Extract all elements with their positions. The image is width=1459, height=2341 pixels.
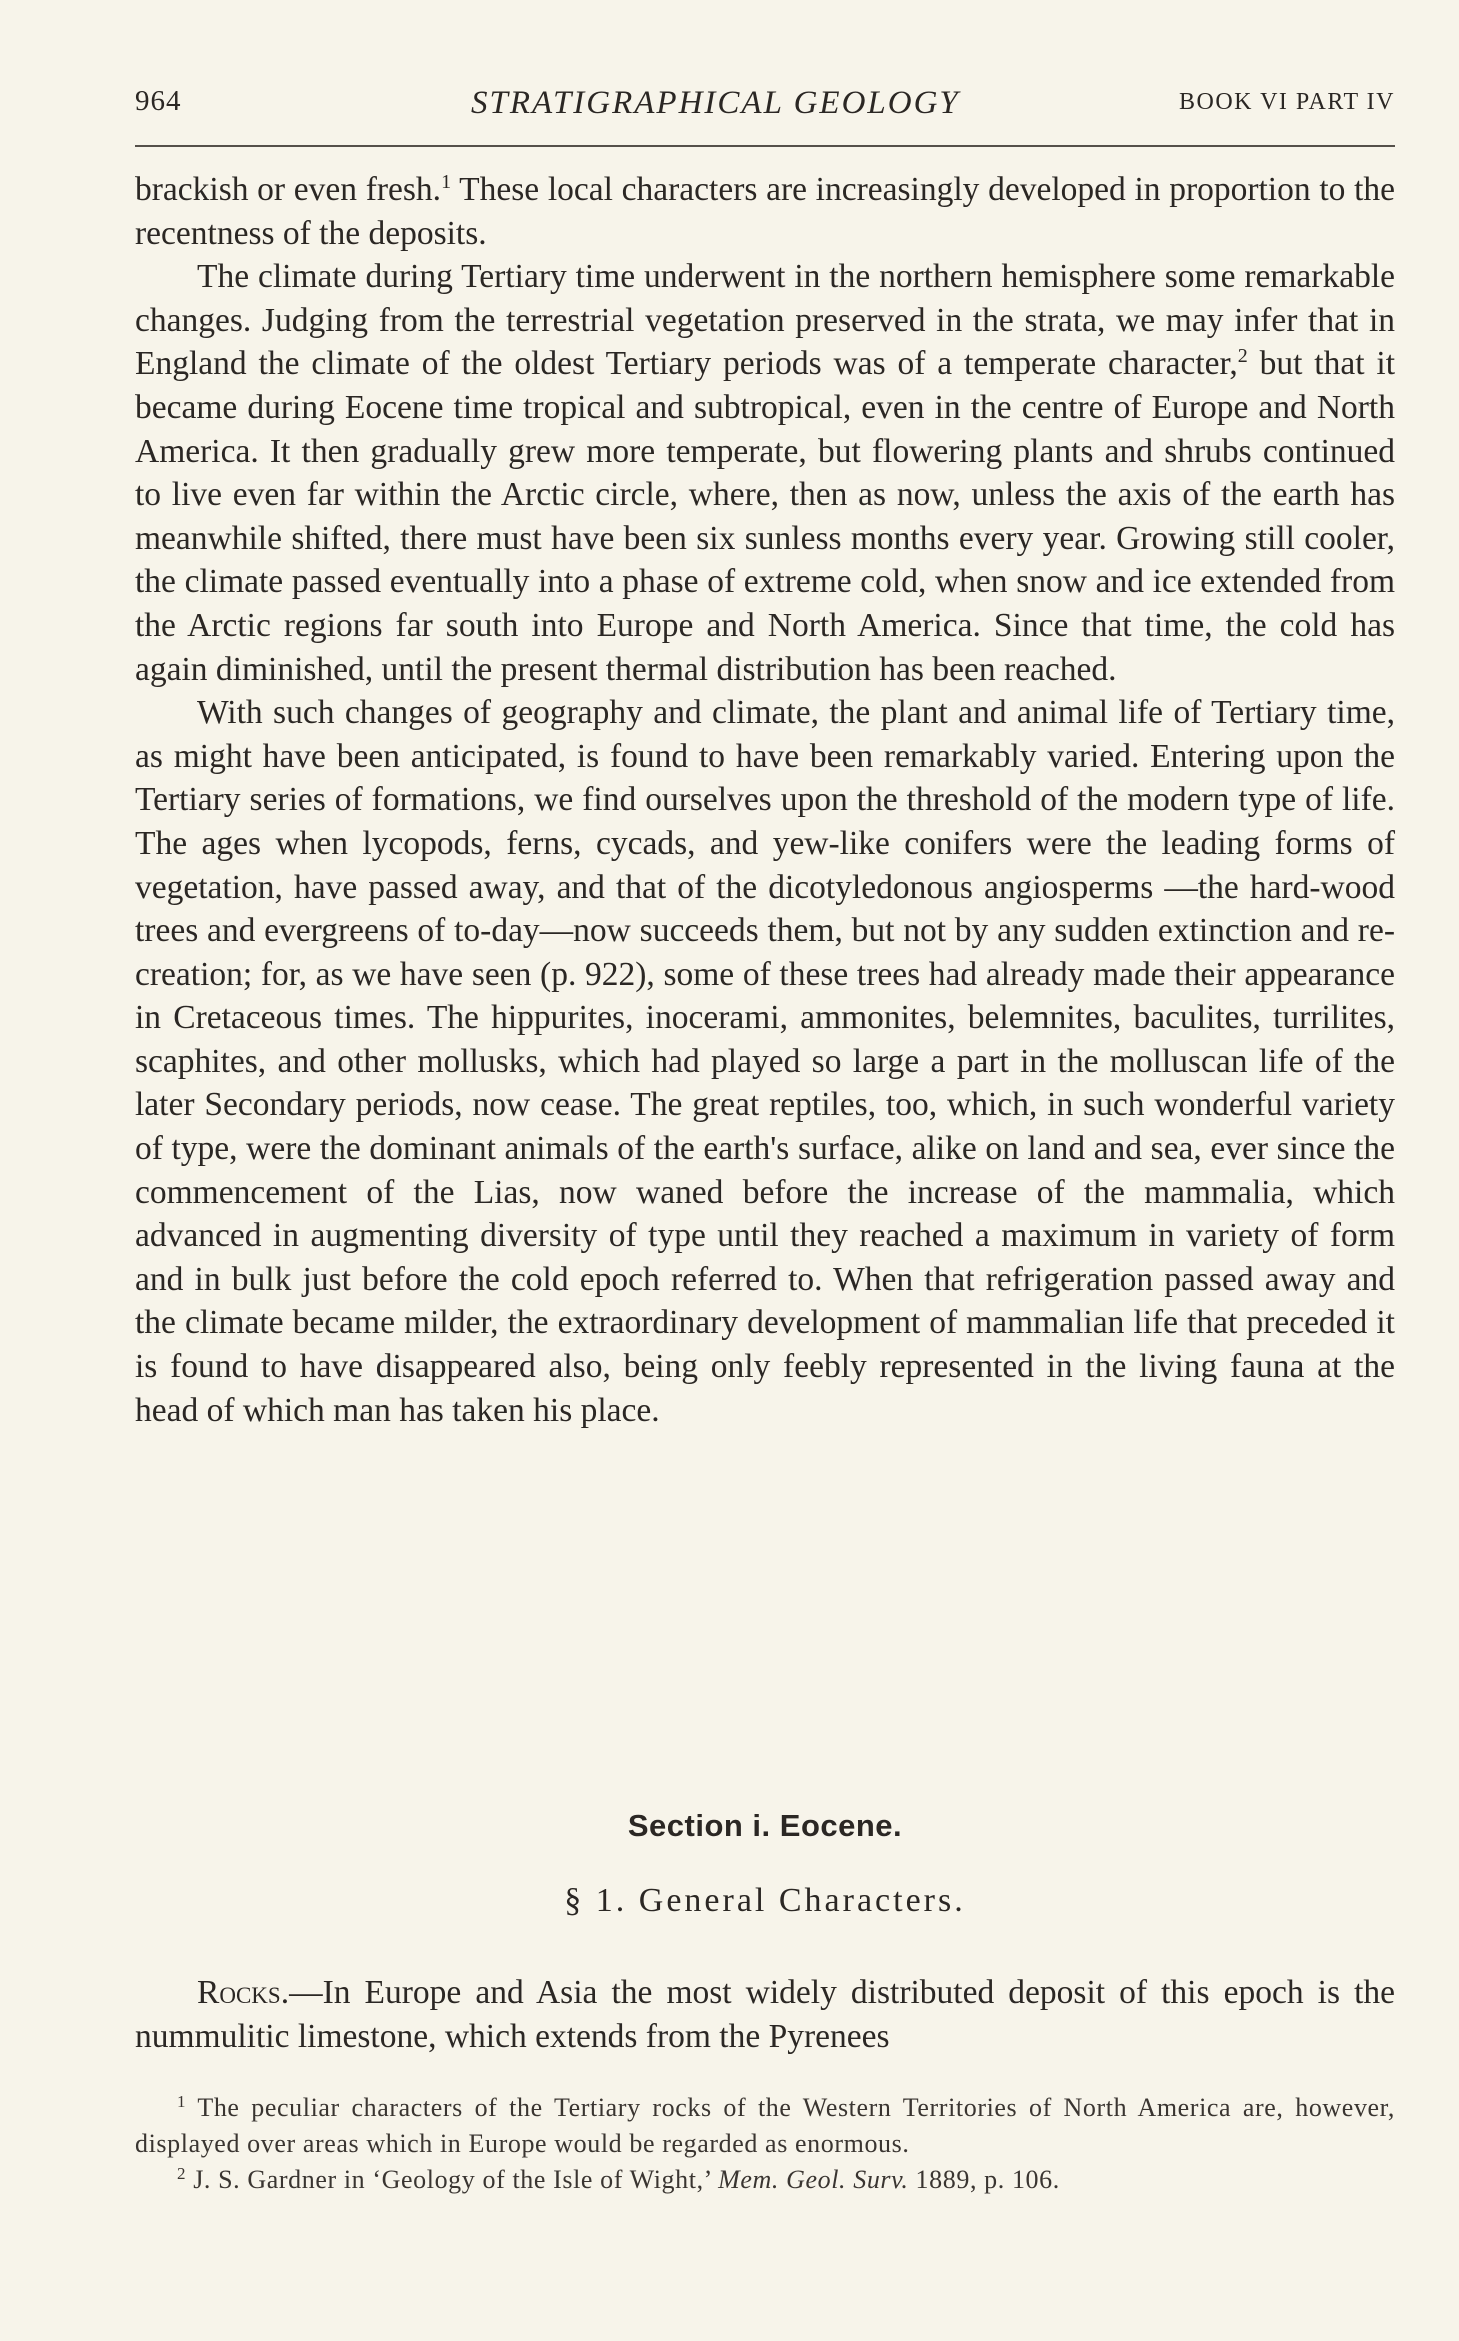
section-heading: Section i. Eocene. <box>627 1808 903 1843</box>
subsection-heading: § 1. General Characters. <box>564 1882 966 1919</box>
paragraph-1 <box>135 168 1395 255</box>
paragraph-3: With such changes of geography and climate, the plant and animal life of Tertiary time, as might have been anticipated, is found to have been remarkably varied. Entering upon the Tertiary series of formations, we find ourselves upon the threshold of the modern type of life. The ages when lycopods, ferns, cycads, and yew-like conifers were the leading forms of vegetation, have passed away, and that of the dicotyledonous angiosperms —the hard-wood trees and evergreens of to-day—now succeeds them, but not by any sudden extinction and re-creation; for, as we have seen (p. 922), some of these trees had already made their appearance in Cretaceous times. The hippurites, inocerami, ammonites, belemnites, baculites, turrilites, scaphites, and other mollusks, which had played so large a part in the molluscan life of the later Secondary periods, now cease. The great reptiles, too, which, in such wonderful variety of type, were the dominant animals of the earth's surface, alike on land and sea, ever since the commencement of the Lias, now waned before the increase of the mammalia, which advanced in augmenting diversity of type until they reached a maximum in variety of form and in bulk just before the cold epoch referred to. When that refrigeration passed away and the climate became milder, the extraordinary development of mammalian life that preceded it is found to have disappeared also, being only feebly represented in the living fauna at the head of which man has taken his place. <box>135 694 1395 1429</box>
paragraph-1-rest: These local characters are increasingly developed in proportion to the recentness of the deposits. <box>135 171 1395 252</box>
footnote-ref-2[interactable]: 2 <box>1237 345 1248 368</box>
footnote-ref-1[interactable]: 1 <box>441 171 452 193</box>
footnote-1-number: 1 <box>177 2092 187 2111</box>
footnote-2-text-b: 1889, p. 106. <box>908 2165 1060 2194</box>
header-rule <box>135 145 1395 147</box>
page-number: 964 <box>135 85 182 117</box>
footnote-2-journal: Mem. Geol. Surv. <box>718 2165 909 2194</box>
paragraph-1-text: brackish or even fresh. <box>135 171 442 208</box>
body-text <box>135 168 1395 1432</box>
footnote-2-text-a: J. S. Gardner in ‘Geology of the Isle of Wight,’ <box>186 2165 719 2194</box>
rocks-paragraph <box>135 1971 1395 2058</box>
footnote-2-number: 2 <box>177 2164 187 2183</box>
footnote-1-text: The peculiar characters of the Tertiary rocks of the Western Territories of North America are, however, displayed over areas which in Europe would be regarded as enormous. <box>135 2093 1395 2158</box>
rocks-lead: Rocks <box>197 1974 281 2011</box>
running-header <box>135 85 1395 135</box>
footnotes <box>135 2090 1395 2198</box>
paragraph-2 <box>135 255 1395 691</box>
paragraph-2-text-a: The climate during Tertiary time underwent in the northern hemisphere some remarkable changes. Judging from the terrestrial vegetation preserved in the strata, we may infer that in England the climate of the oldest Tertiary periods was of a temperate character, <box>135 258 1395 383</box>
paragraph-2-text-b: but that it became during Eocene time tropical and subtropical, even in the centre of Europe and North America. It then gradually grew more temperate, but flowering plants and shrubs continued to live even far within the Arctic circle, where, then as now, unless the axis of the earth has meanwhile shifted, there must have been six sunless months every year. Growing still cooler, the climate passed eventually into a phase of extreme cold, when snow and ice extended from the Arctic regions far south into Europe and North America. Since that time, the cold has again diminished, until the present thermal distribution has been reached. <box>135 345 1395 688</box>
running-title: STRATIGRAPHICAL GEOLOGY <box>471 85 960 121</box>
footnote-2 <box>135 2162 1395 2198</box>
book-part: BOOK VI PART IV <box>1179 89 1395 115</box>
footnote-1 <box>135 2090 1395 2162</box>
rocks-text: .—In Europe and Asia the most widely distributed deposit of this epoch is the nummulitic limestone, which extends from the Pyrenees <box>135 1974 1395 2055</box>
